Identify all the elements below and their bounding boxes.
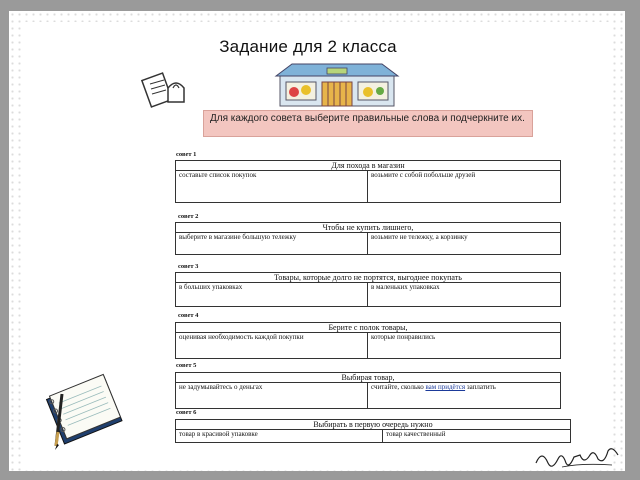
store-icon <box>272 60 402 108</box>
tip-6-label: совет 6 <box>176 409 197 416</box>
tip-4-option-right[interactable]: которые понравились <box>368 333 561 359</box>
tip-3-option-left[interactable]: в больших упаковках <box>176 283 368 307</box>
tip-1-table <box>175 160 561 203</box>
tip-6-option-right[interactable]: товар качественный <box>383 430 571 443</box>
page-title: Задание для 2 класса <box>219 37 397 56</box>
tip-5-header: Выбирая товар, <box>176 373 561 383</box>
tip-5-right-highlight: вам придётся <box>425 383 466 391</box>
tip-3-table <box>175 272 561 307</box>
instruction-box: Для каждого совета выберите правильные слова и подчеркните их. <box>203 110 533 137</box>
tip-5-label: совет 5 <box>176 362 197 369</box>
tip-4-header: Берите с полок товары, <box>176 323 561 333</box>
tip-2-header: Чтобы не купить лишнего, <box>176 223 561 233</box>
tip-5-right-after: заплатить <box>466 383 496 391</box>
tip-3-option-right[interactable]: в маленьких упаковках <box>368 283 561 307</box>
tip-5-option-right[interactable] <box>368 383 561 409</box>
tip-1-option-right[interactable]: возьмите с собой побольше друзей <box>368 171 561 203</box>
tip-1-option-left[interactable]: составьте список покупок <box>176 171 368 203</box>
tip-6-table <box>175 419 571 443</box>
tip-4-table <box>175 322 561 359</box>
clipboard-icon <box>140 70 190 110</box>
tip-4-label: совет 4 <box>178 312 199 319</box>
tip-1-header: Для похода в магазин <box>176 161 561 171</box>
tip-2-option-right[interactable]: возьмите не тележку, а корзинку <box>368 233 561 255</box>
tip-2-option-left[interactable]: выберите в магазине большую тележку <box>176 233 368 255</box>
notebook-icon <box>40 372 130 452</box>
tip-3-header: Товары, которые долго не портятся, выгоднее покупать <box>176 273 561 283</box>
tip-3-label: совет 3 <box>178 263 199 270</box>
tip-6-option-left[interactable]: товар в красивой упаковке <box>176 430 383 443</box>
tip-1-label: совет 1 <box>176 151 197 158</box>
tip-5-option-left[interactable]: не задумывайтесь о деньгах <box>176 383 368 409</box>
tip-5-right-before: считайте, сколько <box>371 383 424 391</box>
signature-icon <box>532 445 622 471</box>
tip-2-table <box>175 222 561 255</box>
tip-6-header: Выбирать в первую очередь нужно <box>176 420 571 430</box>
tip-5-table <box>175 372 561 409</box>
tip-4-option-left[interactable]: оценивая необходимость каждой покупки <box>176 333 368 359</box>
tip-2-label: совет 2 <box>178 213 199 220</box>
